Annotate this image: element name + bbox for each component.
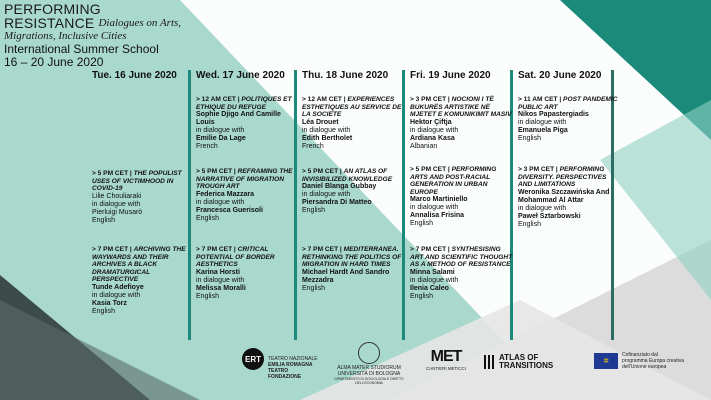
event-partner: Ilenia Caleo [410, 284, 449, 292]
event-partner: Melissa Moralli [196, 284, 246, 292]
event-partner: Edith Bertholet [302, 134, 353, 142]
event-dialogue: in dialogue with [196, 276, 245, 284]
event-dialogue: in dialogue with [302, 191, 351, 199]
title-line-2: RESISTANCE [4, 15, 95, 31]
event-language: English [196, 214, 219, 222]
ert-label: TEATRO NAZIONALE [268, 356, 318, 362]
day-label: Fri. 19 June 2020 [410, 70, 491, 81]
event-partner: Kasia Torz [92, 299, 127, 307]
school-label: International Summer School [4, 42, 159, 56]
event-title: CRITICAL POTENTIAL OF BORDER AESTHETICS [196, 246, 275, 269]
title-line-1: PERFORMING [4, 1, 101, 17]
event-time: > 11 AM CET | [518, 96, 562, 103]
event-partner: Pierluigi Musarò [92, 208, 143, 216]
seal-icon [358, 342, 380, 364]
event-language: English [302, 284, 325, 292]
event-dialogue: in dialogue with [518, 119, 567, 127]
day-label: Tue. 16 June 2020 [92, 70, 177, 81]
event-time: > 5 PM CET | [92, 170, 132, 177]
day-label: Wed. 17 June 2020 [196, 70, 285, 81]
eu-flag-icon: ✲ [594, 353, 618, 369]
event-title: POST PANDEMIC PUBLIC ART [518, 96, 618, 111]
event-time: > 7 PM CET | [410, 246, 450, 253]
event-time: > 5 PM CET | [410, 166, 450, 173]
day-column-sat [518, 70, 622, 228]
day-column-thu [302, 70, 406, 292]
event-partner: Annalisa Frisina [410, 212, 465, 220]
event-title: PERFORMING ARTS AND POST-RACIAL GENERATION IN URBAN EUROPE [410, 166, 497, 196]
event-speaker: Tunde Adefioye [92, 283, 144, 291]
event-title: EXPERIENCES ESTHETIQUES AU SERVICE DE LA SOCIETE [302, 96, 402, 119]
event-language: Albanian [410, 142, 438, 150]
event-title: ARCHIVING THE WAYWARDS AND THEIR ARCHIVES A BLACK DRAMATURGICAL PERSPECTIVE [92, 246, 186, 284]
ert-label: EMILIA ROMAGNA [268, 362, 313, 368]
event-dialogue: in dialogue with [410, 126, 459, 134]
event-partner: Paweł Sztarbowski [518, 212, 581, 220]
event-speaker: Minna Salami [410, 268, 455, 276]
event-language: English [302, 207, 325, 215]
schedule-event [410, 96, 514, 151]
day-column-fri [410, 70, 514, 300]
eu-label: programma Europa creativa [622, 358, 684, 364]
met-mark: MET [430, 348, 462, 365]
schedule-event [196, 96, 300, 151]
event-partner: Ardiana Kasa [410, 134, 455, 142]
event-language: English [518, 220, 541, 228]
event-partner: Piersandra Di Matteo [302, 199, 372, 207]
event-language: English [410, 292, 433, 300]
schedule-event [518, 96, 622, 143]
event-language: English [196, 292, 219, 300]
event-language: French [196, 143, 218, 151]
bars-icon [484, 355, 494, 369]
event-dialogue: in dialogue with [410, 204, 459, 212]
event-dialogue: in dialogue with [196, 127, 245, 135]
event-speaker: Nikos Papastergiadis [518, 111, 589, 119]
subtitle-line-2: Migrations, Inclusive Cities [4, 30, 127, 42]
ert-text [268, 356, 318, 380]
event-title: SYNTHESISING ART AND SCIENTIFIC THOUGHT AS A METHOD OF RESISTANCE [410, 246, 513, 269]
schedule-event [196, 246, 300, 301]
event-time: > 5 PM CET | [302, 168, 342, 175]
event-speaker: Marco Martiniello [410, 196, 468, 204]
schedule-event [196, 168, 300, 223]
schedule-event [92, 170, 196, 225]
unibo-label: ALMA MATER STUDIORUM [337, 365, 401, 371]
schedule-event [518, 166, 622, 229]
atlas-label: TRANSITIONS [499, 361, 554, 371]
event-speaker: Michael Hardt And Sandro Mezzadra [302, 268, 390, 284]
event-time: > 7 PM CET | [196, 246, 236, 253]
event-dialogue: in dialogue with [92, 200, 141, 208]
event-speaker: Lilie Chouliaraki [92, 192, 142, 200]
schedule-event [302, 96, 406, 151]
event-dialogue: in dialogue with [518, 204, 567, 212]
schedule-event [302, 246, 406, 293]
event-dialogue: in dialogue with [196, 198, 245, 206]
event-title: REFRAMING THE NARRATIVE OF MIGRATION TROUGH ART [196, 168, 293, 191]
event-partner: Emilie Da Lage [196, 135, 246, 143]
day-label: Thu. 18 June 2020 [302, 70, 389, 81]
event-dialogue: in dialogue with [92, 291, 141, 299]
atlas-logo [484, 354, 574, 371]
event-partner: Emanuela Piga [518, 127, 568, 135]
eu-logo [594, 352, 706, 370]
schedule-event [92, 246, 196, 316]
ert-mark-icon: ERT [242, 348, 264, 370]
unibo-label: DIPARTIMENTO DI SOCIOLOGIA E DIRITTO DELL'ECONOMIA [334, 377, 404, 386]
event-title: THE POPULIST USES OF VICTIMHOOD IN COVID-19 [92, 170, 182, 193]
event-speaker: Sophie Djigo And Camille Louis [196, 111, 281, 127]
event-time: > 7 PM CET | [302, 246, 342, 253]
schedule-event [302, 168, 406, 215]
event-title: NOCIONI I TË BUKURËS ARTISTIKE NË MJETET E KOMUNIKIMIT MASIV [410, 96, 512, 119]
event-language: English [518, 135, 541, 143]
event-time: > 7 PM CET | [92, 246, 132, 253]
event-partner: Francesca Guerisoli [196, 206, 263, 214]
event-title: POLITIQUES ET ETHIQUE DU REFUGE [196, 96, 292, 111]
event-time: > 12 AM CET | [302, 96, 346, 103]
day-label: Sat. 20 June 2020 [518, 70, 602, 81]
schedule-event [410, 246, 514, 301]
event-dialogue: in dialogue with [410, 276, 459, 284]
schedule-event [410, 166, 514, 229]
partner-logos [0, 340, 711, 400]
day-column-wed [196, 70, 300, 300]
event-language: English [92, 216, 115, 224]
event-time: > 3 PM CET | [410, 96, 450, 103]
event-title: PERFORMING DIVERSITY. PERSPECTIVES AND LIMITATIONS [518, 166, 607, 189]
event-dialogue: in dialogue with [302, 126, 351, 134]
eu-label: Cofinanziato dal [622, 352, 658, 358]
event-title: MEDITERRANEA. RETHINKING THE POLITICS OF MIGRATION IN HARD TIMES [302, 246, 402, 269]
day-column-tue [92, 70, 196, 316]
event-language: English [410, 220, 433, 228]
event-language: English [92, 308, 115, 316]
event-speaker: Daniel Blanga Gubbay [302, 183, 377, 191]
date-range: 16 – 20 June 2020 [4, 55, 104, 69]
event-title: AN ATLAS OF INVISIBILIZED KNOWLEDGE [302, 168, 393, 183]
event-speaker: Hektor Çiftja [410, 118, 452, 126]
met-label: CANTIERI METICCI [426, 366, 466, 371]
event-title [4, 2, 181, 68]
atlas-label: ATLAS OF [499, 353, 539, 362]
event-speaker: Karina Horsti [196, 268, 240, 276]
unibo-logo [330, 342, 408, 385]
event-language: French [302, 142, 324, 150]
eu-label: dell'Unione europea [622, 364, 667, 370]
event-time: > 5 PM CET | [196, 168, 236, 175]
subtitle-line-1: Dialogues on Arts, [98, 17, 182, 30]
event-time: > 12 AM CET | [196, 96, 240, 103]
event-speaker: Weronika Szczawińska And Mohammad Al Attar [518, 188, 610, 204]
unibo-label: UNIVERSITÀ DI BOLOGNA [337, 371, 401, 377]
event-speaker: Léa Drouet [302, 118, 339, 126]
met-logo [424, 348, 468, 371]
event-speaker: Federica Mazzara [196, 190, 254, 198]
ert-label: TEATRO FONDAZIONE [268, 368, 302, 380]
event-time: > 3 PM CET | [518, 166, 558, 173]
